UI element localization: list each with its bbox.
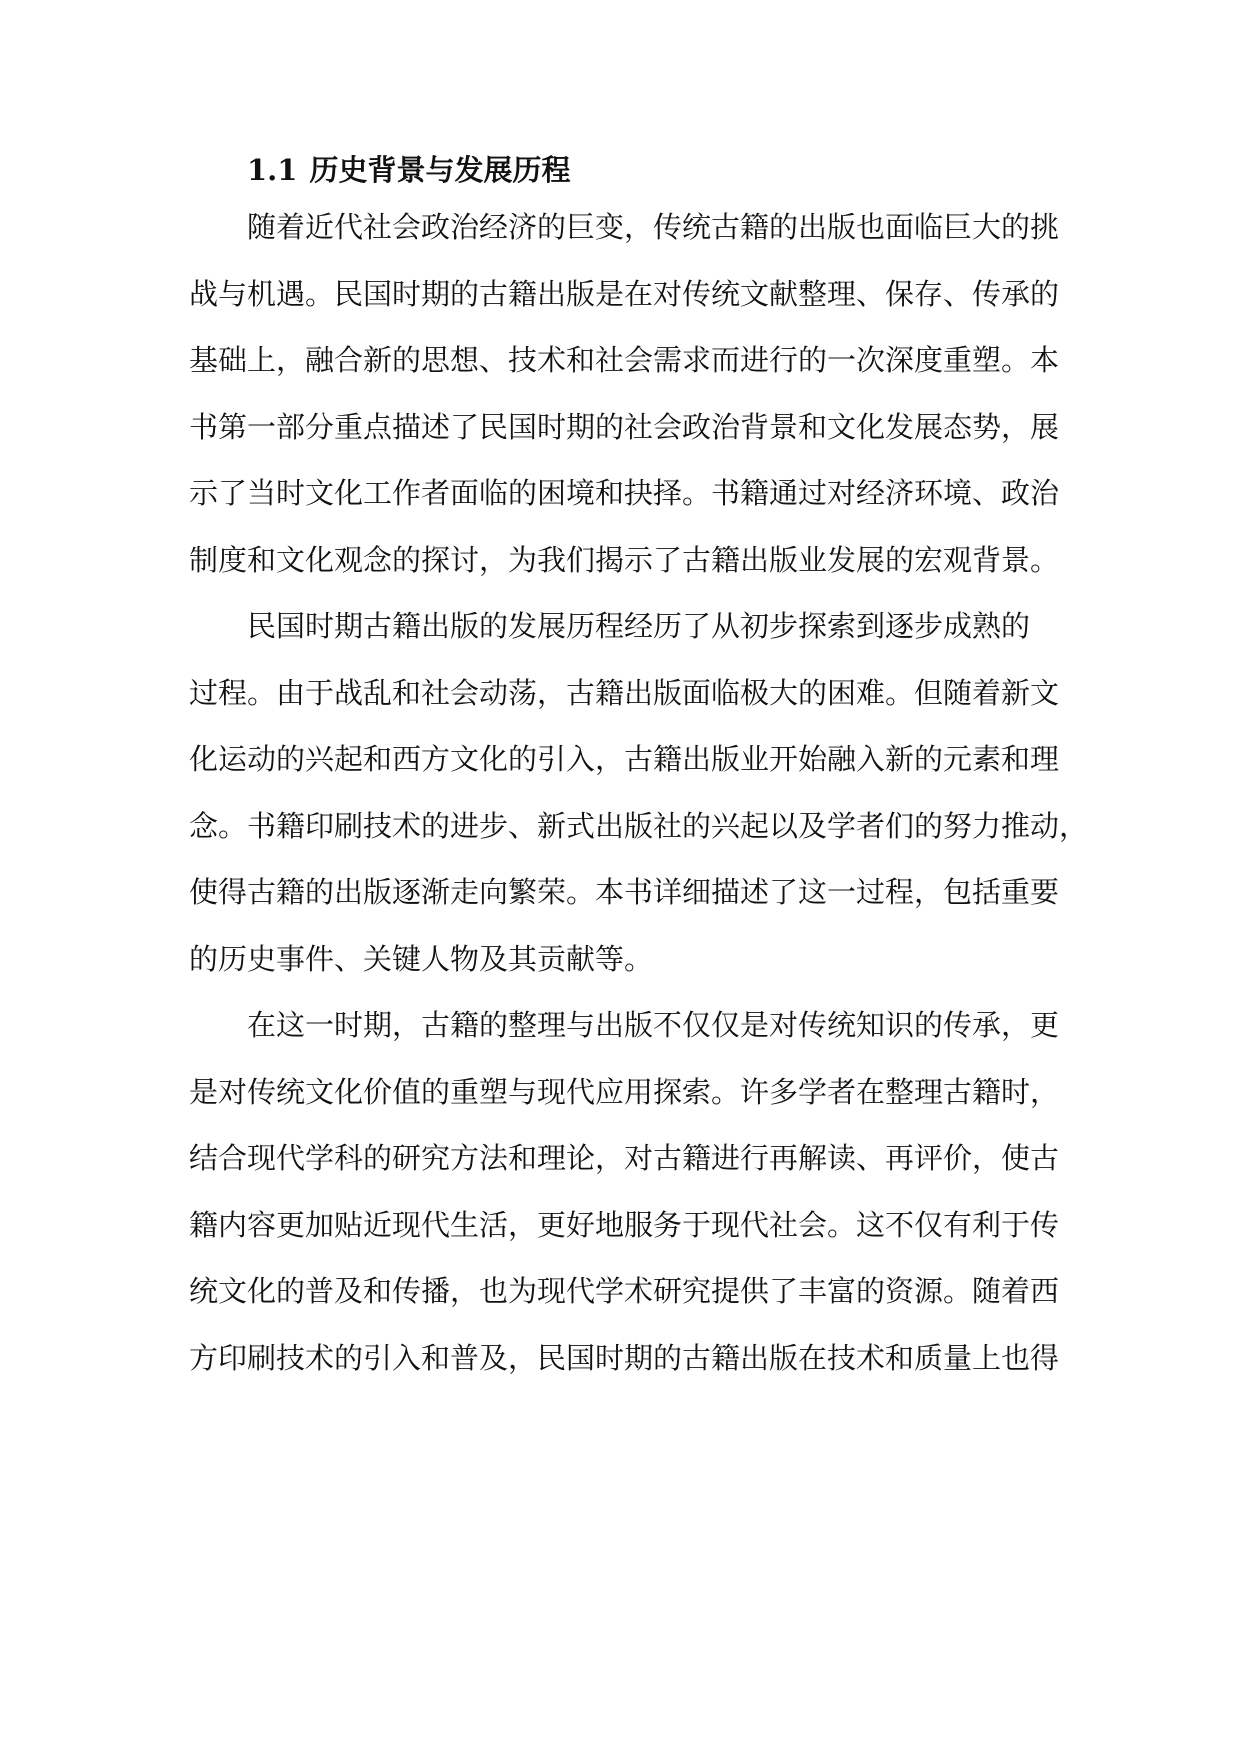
paragraph-line: 战与机遇。民国时期的古籍出版是在对传统文献整理、保存、传承的 [189, 277, 1060, 311]
paragraph-line: 念。书籍印刷技术的进步、新式出版社的兴起以及学者们的努力推动， [189, 809, 1089, 843]
section-title: 历史背景与发展历程 [309, 153, 571, 187]
paragraph-line: 籍内容更加贴近现代生活，更好地服务于现代社会。这不仅有利于传 [189, 1208, 1060, 1242]
paragraph-line: 随着近代社会政治经济的巨变，传统古籍的出版也面临巨大的挑 [247, 210, 1060, 244]
paragraph-line: 在这一时期，古籍的整理与出版不仅仅是对传统知识的传承，更 [247, 1008, 1060, 1042]
section-number: 1.1 [247, 153, 298, 187]
paragraph-line: 基础上，融合新的思想、技术和社会需求而进行的一次深度重塑。本 [189, 343, 1060, 377]
paragraph-line: 民国时期古籍出版的发展历程经历了从初步探索到逐步成熟的 [247, 609, 1031, 643]
paragraph-line: 化运动的兴起和西方文化的引入，古籍出版业开始融入新的元素和理 [189, 742, 1060, 776]
paragraph-line: 结合现代学科的研究方法和理论，对古籍进行再解读、再评价，使古 [189, 1141, 1060, 1175]
paragraph-line: 示了当时文化工作者面临的困境和抉择。书籍通过对经济环境、政治 [189, 476, 1060, 510]
section-heading [247, 150, 570, 190]
paragraph-line: 制度和文化观念的探讨，为我们揭示了古籍出版业发展的宏观背景。 [189, 543, 1060, 577]
paragraph-line: 使得古籍的出版逐渐走向繁荣。本书详细描述了这一过程，包括重要 [189, 875, 1060, 909]
paragraph-line: 是对传统文化价值的重塑与现代应用探索。许多学者在整理古籍时， [189, 1075, 1060, 1109]
paragraph-line: 统文化的普及和传播，也为现代学术研究提供了丰富的资源。随着西 [189, 1274, 1060, 1308]
paragraph-line: 过程。由于战乱和社会动荡，古籍出版面临极大的困难。但随着新文 [189, 676, 1060, 710]
paragraph-line: 书第一部分重点描述了民国时期的社会政治背景和文化发展态势，展 [189, 410, 1060, 444]
paragraph-line: 方印刷技术的引入和普及，民国时期的古籍出版在技术和质量上也得 [189, 1341, 1060, 1375]
paragraph-line: 的历史事件、关键人物及其贡献等。 [189, 942, 654, 976]
